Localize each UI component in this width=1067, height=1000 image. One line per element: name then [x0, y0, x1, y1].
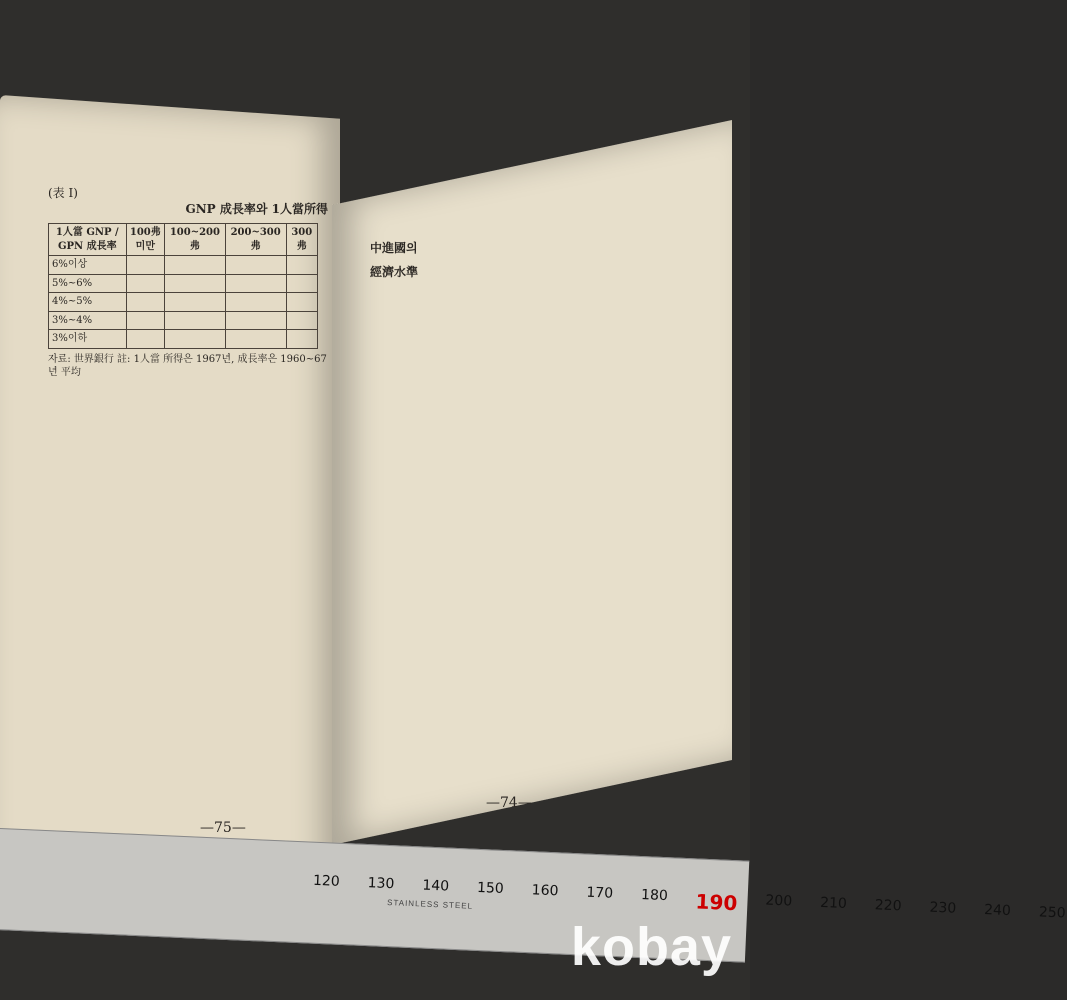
header-col-1: 100弗미만: [126, 224, 164, 256]
right-heading-2: 經濟水準: [370, 265, 419, 280]
page-number-right: —74—: [486, 795, 532, 811]
row-label: 3%이하: [49, 330, 127, 349]
table-caption: (表 I): [48, 186, 78, 200]
left-page-content: [48, 185, 328, 380]
header-col-4: 300弗: [286, 224, 317, 256]
data-table: [48, 223, 318, 349]
watermark-logo: kobay: [570, 917, 732, 977]
right-page-paper: [332, 120, 732, 845]
header-corner: 1人當 GNP / GPN 成長率: [49, 224, 127, 256]
right-heading-1: 中進國의: [370, 241, 418, 255]
row-label: 3%~4%: [49, 311, 127, 330]
ruler-labels: 120 130 140 150 160 170 180 190 200 210 220 230 240 250: [312, 872, 1066, 922]
row-label: 4%~5%: [49, 293, 127, 312]
header-col-2: 100~200弗: [165, 224, 226, 256]
table-source: 자료: 世界銀行 註: 1人當 所得은 1967년, 成長率은 1960~67년 平均: [48, 353, 327, 379]
row-label: 6%이상: [49, 256, 127, 275]
right-page-content: [370, 240, 690, 280]
table-title: GNP 成長率와 1人當所得: [185, 202, 328, 217]
header-col-3: 200~300弗: [225, 224, 286, 256]
row-label: 5%~6%: [49, 274, 127, 293]
ruler-brand: STAINLESS STEEL: [386, 897, 474, 911]
page-number-left: —75—: [200, 820, 246, 836]
